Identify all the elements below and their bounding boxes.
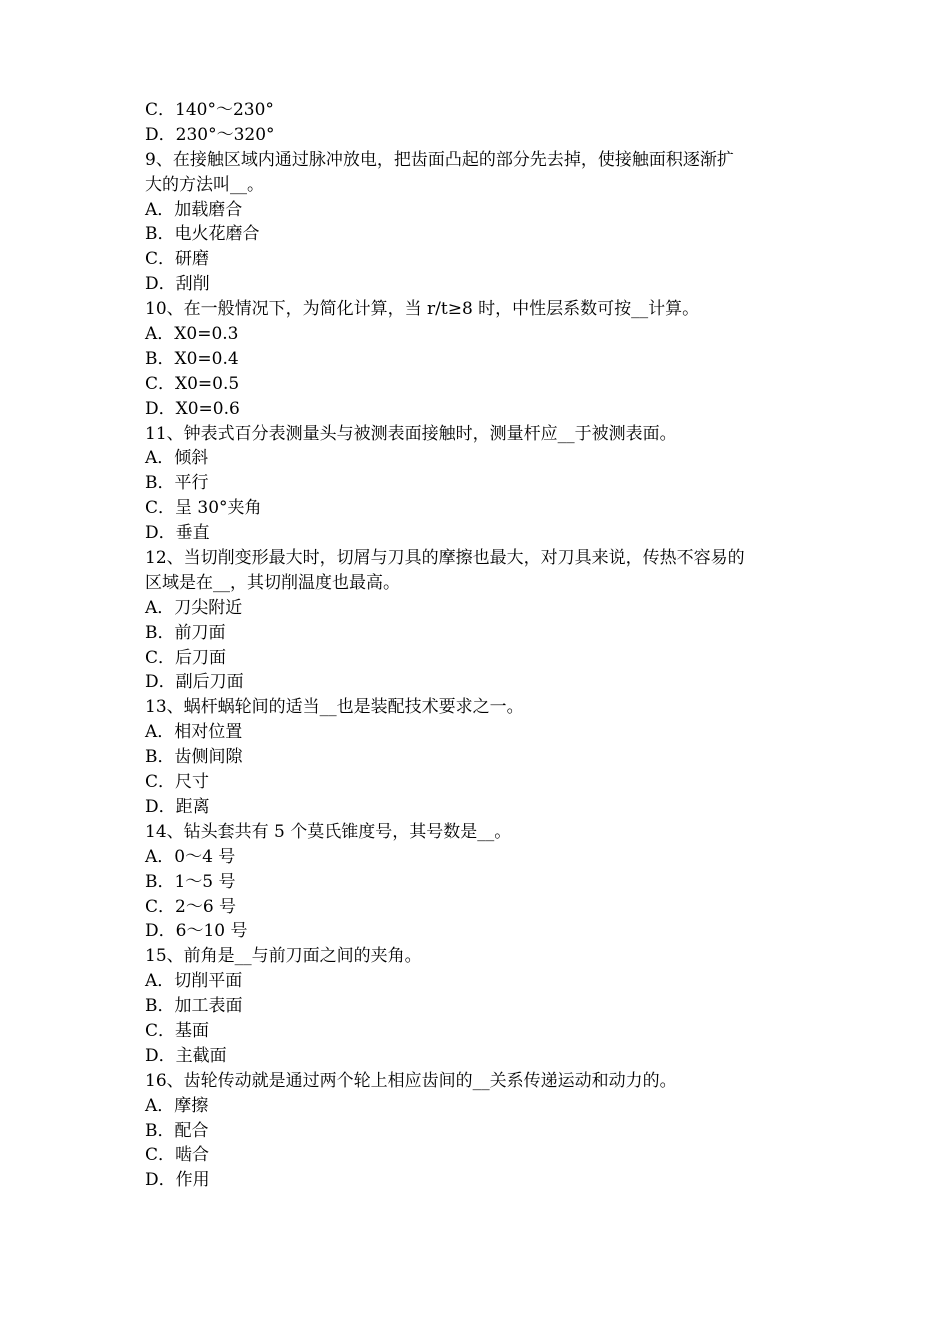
option-line: D．刮削 <box>145 274 210 295</box>
question-line: 区域是在__，其切削温度也最高。 <box>145 572 400 593</box>
option-line: B．1～5 号 <box>145 871 236 892</box>
option-line: C．啮合 <box>145 1145 210 1166</box>
option-line: C．后刀面 <box>145 647 227 668</box>
option-line: C．基面 <box>145 1020 210 1041</box>
option-line: B．前刀面 <box>145 622 226 643</box>
question-line: 12、当切削变形最大时，切屑与刀具的摩擦也最大，对刀具来说，传热不容易的 <box>145 548 745 569</box>
option-line: D．距离 <box>145 796 210 817</box>
option-line: D．6～10 号 <box>145 921 248 942</box>
option-line: D．主截面 <box>145 1045 227 1066</box>
option-line: A．摩擦 <box>145 1095 209 1116</box>
option-line: B．电火花磨合 <box>145 224 260 245</box>
option-line: C．尺寸 <box>145 772 210 793</box>
option-line: A．加载磨合 <box>145 199 243 220</box>
question-line: 16、齿轮传动就是通过两个轮上相应齿间的__关系传递运动和动力的。 <box>145 1070 677 1091</box>
option-line: A．0～4 号 <box>145 846 236 867</box>
question-line: 13、蜗杆蜗轮间的适当__也是装配技术要求之一。 <box>145 697 524 718</box>
option-line: B．配合 <box>145 1120 209 1141</box>
option-line: A．X0=0.3 <box>145 324 239 345</box>
option-line: D．作用 <box>145 1170 210 1191</box>
option-line: C．X0=0.5 <box>145 373 240 394</box>
option-line: A．倾斜 <box>145 448 209 469</box>
question-line: 15、前角是__与前刀面之间的夹角。 <box>145 946 422 967</box>
question-line: 10、在一般情况下，为简化计算，当 r/t≥8 时，中性层系数可按__计算。 <box>145 299 700 320</box>
option-line: D．X0=0.6 <box>145 398 240 419</box>
option-line: B．加工表面 <box>145 996 243 1017</box>
option-line: D．副后刀面 <box>145 672 244 693</box>
option-line: C．呈 30°夹角 <box>145 498 262 519</box>
option-line: B．平行 <box>145 473 209 494</box>
option-line: D．230°～320° <box>145 124 275 145</box>
option-line: A．切削平面 <box>145 971 243 992</box>
question-line: 大的方法叫__。 <box>145 174 264 195</box>
option-line: C．2～6 号 <box>145 896 237 917</box>
option-line: B．X0=0.4 <box>145 348 239 369</box>
option-line: B．齿侧间隙 <box>145 747 243 768</box>
option-line: D．垂直 <box>145 523 210 544</box>
option-line: C．研磨 <box>145 249 210 270</box>
option-line: A．相对位置 <box>145 722 243 743</box>
question-line: 14、钻头套共有 5 个莫氏锥度号，其号数是__。 <box>145 821 512 842</box>
option-line: A．刀尖附近 <box>145 597 243 618</box>
option-line: C．140°～230° <box>145 100 274 120</box>
document-page <box>145 98 825 1193</box>
question-line: 11、钟表式百分表测量头与被测表面接触时，测量杆应__于被测表面。 <box>145 423 677 444</box>
question-line: 9、在接触区域内通过脉冲放电，把齿面凸起的部分先去掉，使接触面积逐渐扩 <box>145 149 734 170</box>
